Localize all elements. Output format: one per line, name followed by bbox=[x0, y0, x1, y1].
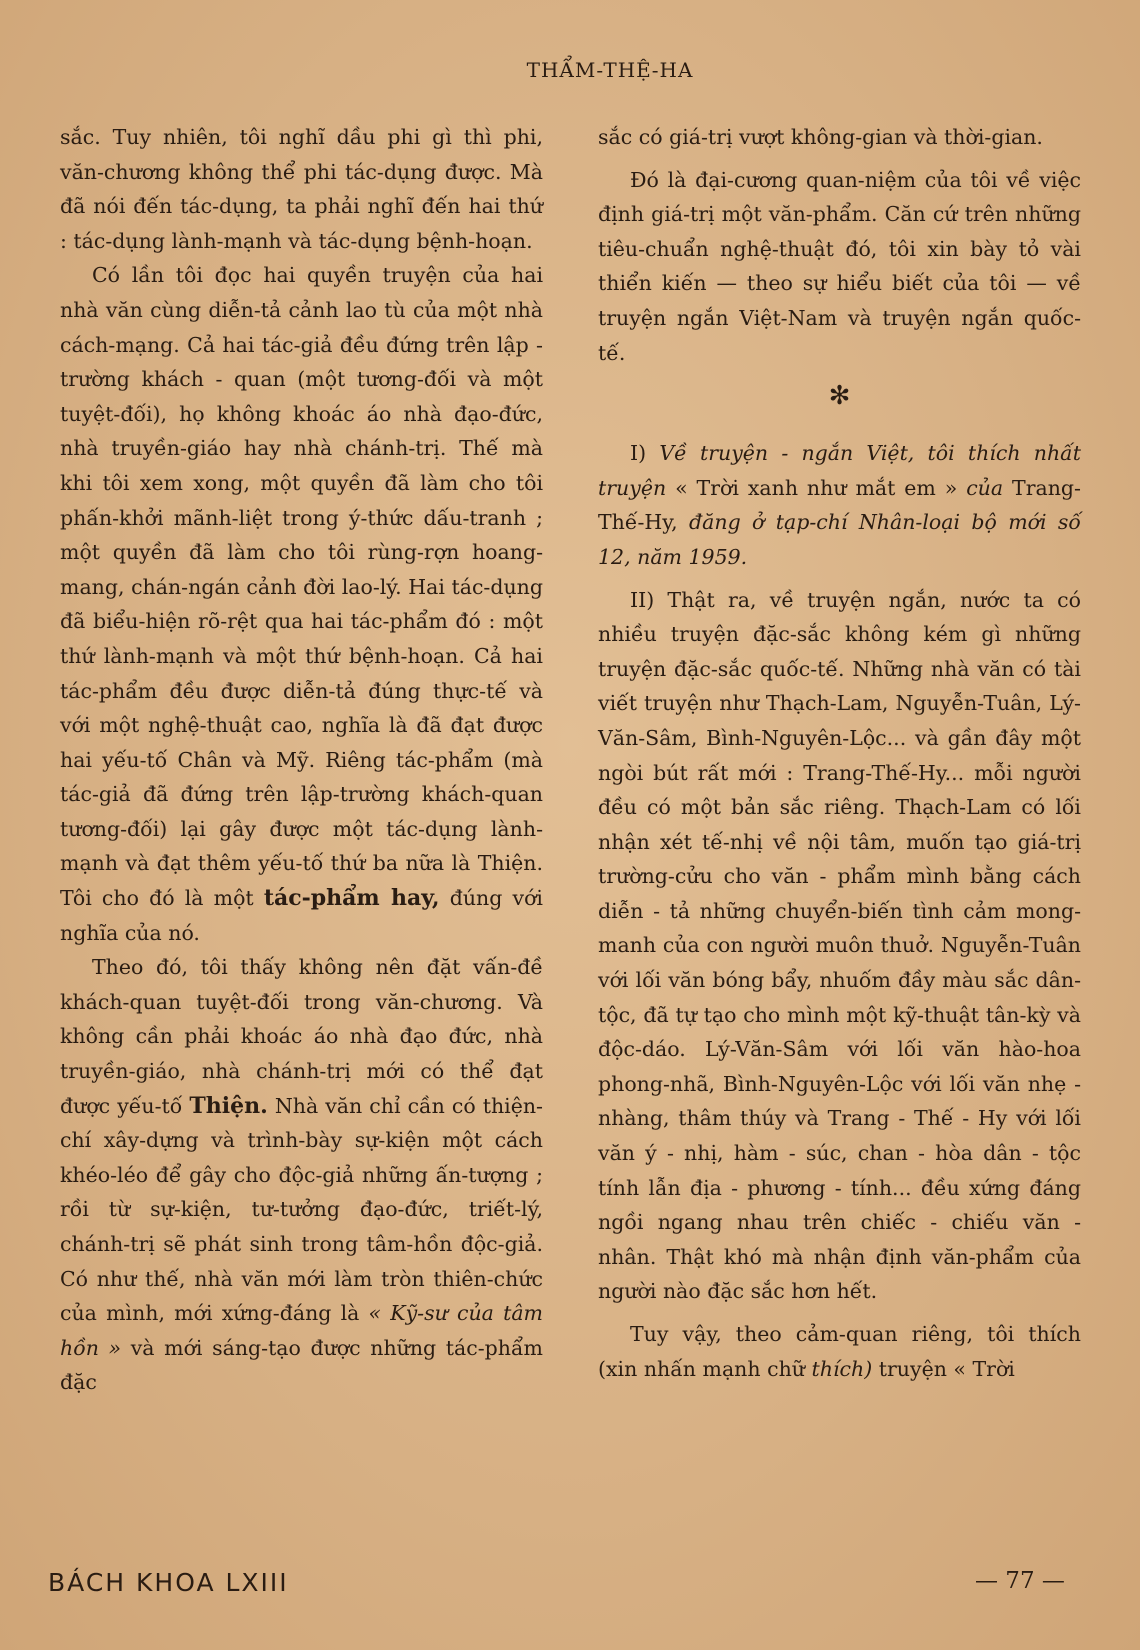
italic-quote: « Kỹ-sư của tâm hồn » bbox=[60, 1301, 543, 1360]
answer-two: II) Thật ra, về truyện ngắn, nước ta có nhiều truyện đặc-sắc không kém gì những truyện đặc-sắc quốc-tế. Những nhà văn có tài viết truyện như Thạch-Lam, Nguyễn-Tuân, Lý-Văn-Sâm, Bình-Nguyên-Lộc... và gần đây một ngòi bút rất mới : Trang-Thế-Hy... mỗi người đều có một bản sắc riêng. Thạch-Lam có lối nhận xét tế-nhị về nội tâm, muốn tạo giá-trị trường-cửu cho văn - phẩm mình bằng cách diễn - tả những chuyển-biến tình cảm mong-manh của con người muôn thuở. Nguyễn-Tuân với lối văn bóng bẩy, nhuốm đầy màu sắc dân-tộc, đã tự tạo cho mình một kỹ-thuật tân-kỳ và độc-dáo. Lý-Văn-Sâm với lối văn hào-hoa phong-nhã, Bình-Nguyên-Lộc với lối văn nhẹ - nhàng, thâm thúy và Trang - Thế - Hy với lối văn ý - nhị, hàm - súc, chan - hòa dân - tộc tính lẫn địa - phương - tính... đều xứng đáng ngồi ngang nhau trên chiếc - chiếu văn - nhân. Thật khó mà nhận định văn-phẩm của người nào đặc sắc hơn hết. bbox=[598, 587, 1081, 1304]
section-divider-star: ✻ bbox=[828, 381, 851, 412]
emphasis-text: tác-phẩm hay, bbox=[263, 885, 440, 912]
left-column bbox=[60, 120, 543, 1400]
page-number: — 77 — bbox=[975, 1568, 1065, 1594]
paragraph: Có lần tôi đọc hai quyền truyện của hai nhà văn cùng diễn-tả cảnh lao tù của một nhà cách-mạng. Cả hai tác-giả đều đứng trên lập - trường khách - quan (một tương-đối và một tuyệt-đối), họ không khoác áo nhà đạo-đức, nhà truyền-giáo hay nhà chánh-trị. Thế mà khi tôi xem xong, một quyền đã làm cho tôi phấn-khởi mãnh-liệt trong ý-thức dấu-tranh ; một quyền đã làm cho tôi rùng-rợn hoang-mang, chán-ngán cảnh đời lao-lý. Hai tác-dụng đã biểu-hiện rõ-rệt qua hai tác-phẩm đó : một thứ lành-mạnh và một thứ bệnh-hoạn. Cả hai tác-phẩm đều được diễn-tả đúng thực-tế và với một nghệ-thuật cao, nghĩa là đã đạt được hai yếu-tố Chân và Mỹ. Riêng tác-phẩm (mà tác-giả đã đứng trên lập-trường khách-quan tương-đối) lại gây được một tác-dụng lành-mạnh và đạt thêm yếu-tố thứ ba nữa là Thiện. Tôi cho đó là một tác-phẩm hay, đúng với nghĩa của nó. bbox=[60, 263, 543, 945]
paragraph: Tuy vậy, theo cảm-quan riêng, tôi thích (xin nhấn mạnh chữ thích) truyện « Trời bbox=[598, 1322, 1081, 1381]
emphasis-text: Thiện. bbox=[189, 1092, 268, 1119]
right-column bbox=[598, 120, 1081, 1386]
answer-one: I) Về truyện - ngắn Việt, tôi thích nhất truyện « Trời xanh như mắt em » của Trang-Thế-Hy, đăng ở tạp-chí Nhân-loại bộ mới số 12, năm 1959. bbox=[598, 441, 1081, 569]
running-header: THẨM-THỆ-HA bbox=[526, 58, 694, 82]
magazine-issue-footer: BÁCH KHOA LXIII bbox=[48, 1568, 289, 1597]
paragraph: Đó là đại-cương quan-niệm của tôi về việc định giá-trị một văn-phẩm. Căn cứ trên những tiêu-chuẩn nghệ-thuật đó, tôi xin bày tỏ vài thiển kiến — theo sự hiểu biết của tôi — về truyện ngắn Việt-Nam và truyện ngắn quốc-tế. bbox=[598, 167, 1081, 365]
paragraph: sắc có giá-trị vượt không-gian và thời-gian. bbox=[598, 125, 1043, 149]
paragraph: Theo đó, tôi thấy không nên đặt vấn-đề khách-quan tuyệt-đối trong văn-chương. Và không cần phải khoác áo nhà đạo đức, nhà truyền-giáo, nhà chánh-trị mới có thể đạt được yếu-tố Thiện. Nhà văn chỉ cần có thiện-chí xây-dựng và trình-bày sự-kiện một cách khéo-léo để gây cho độc-giả những ấn-tượng ; rồi từ sự-kiện, tư-tưởng đạo-đức, triết-lý, chánh-trị sẽ phát sinh trong tâm-hồn độc-giả. Có như thế, nhà văn mới làm tròn thiên-chức của mình, mới xứng-đáng là « Kỹ-sư của tâm hồn » và mới sáng-tạo được những tác-phẩm đặc bbox=[60, 955, 543, 1395]
paragraph: sắc. Tuy nhiên, tôi nghĩ dầu phi gì thì phi, văn-chương không thể phi tác-dụng được. Mà đã nói đến tác-dụng, ta phải nghĩ đến hai thứ : tác-dụng lành-mạnh và tác-dụng bệnh-hoạn. bbox=[60, 125, 543, 253]
